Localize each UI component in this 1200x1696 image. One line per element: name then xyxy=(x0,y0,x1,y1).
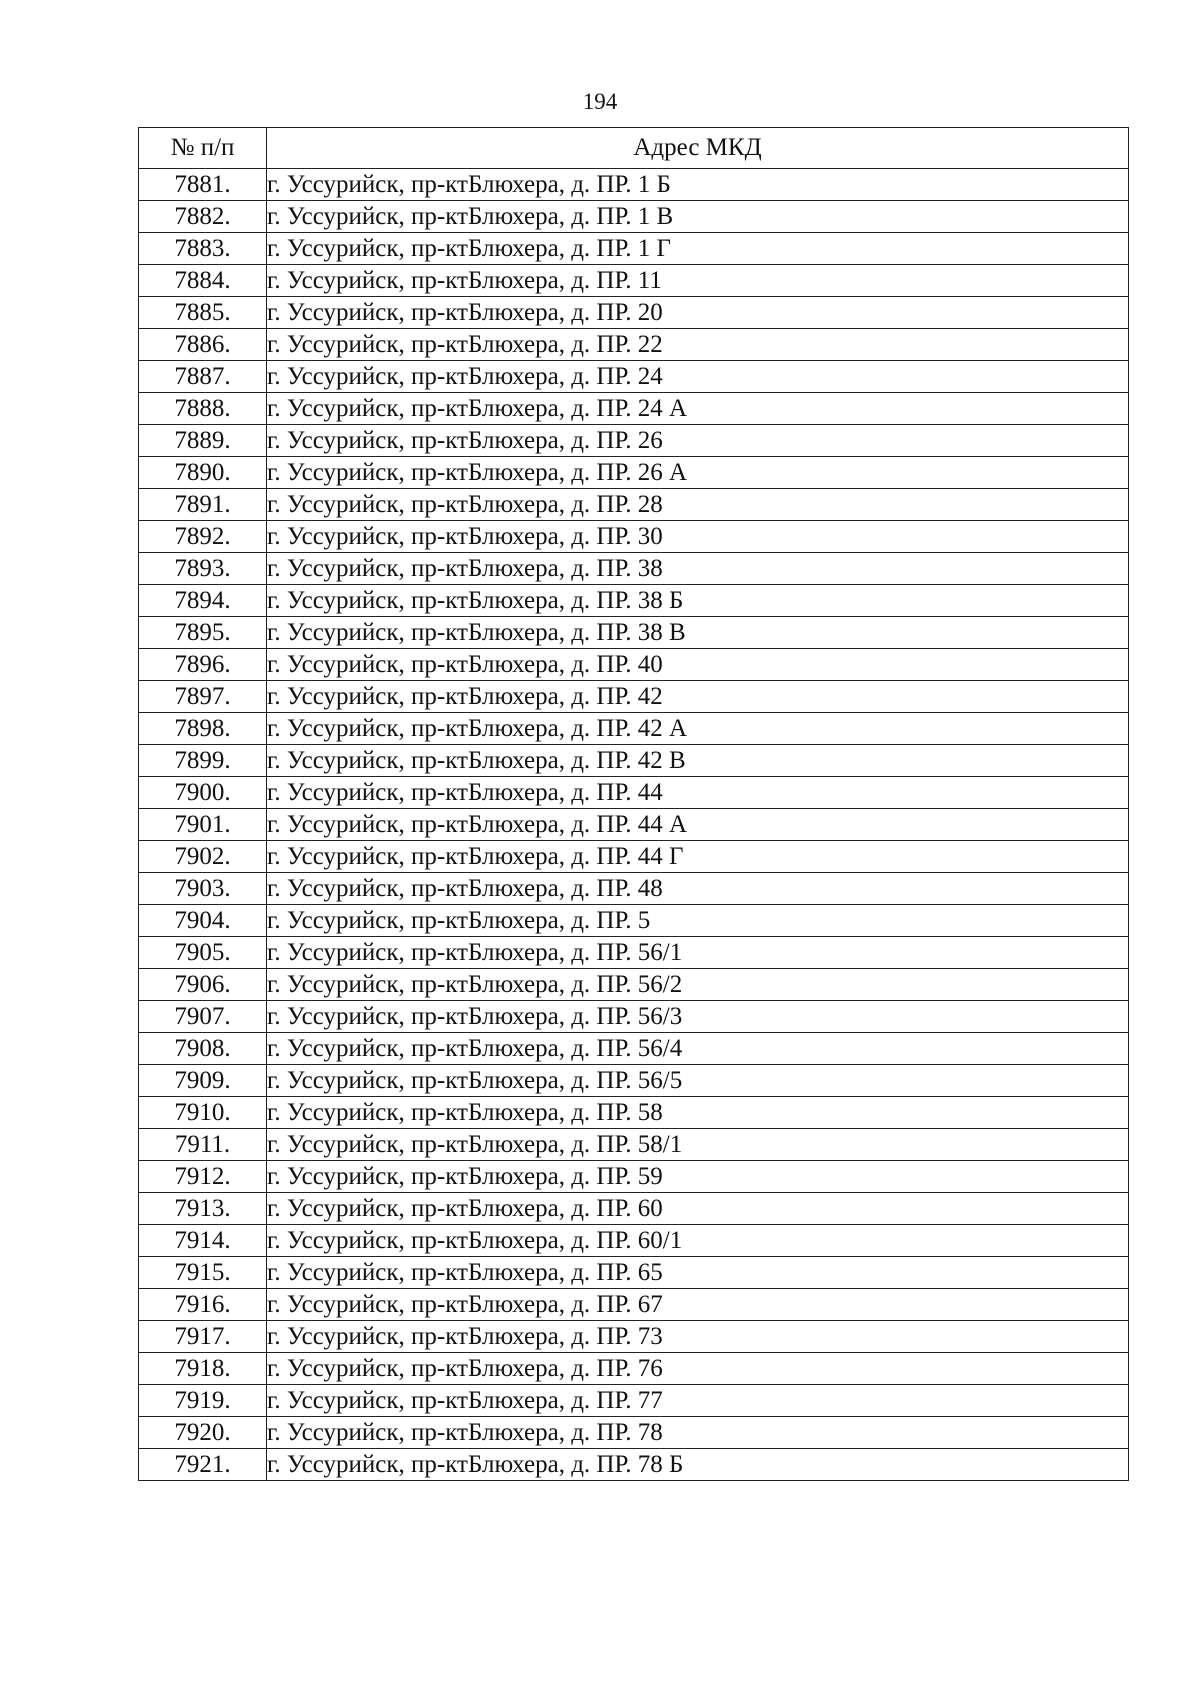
row-address: г. Уссурийск, пр-ктБлюхера, д. ПР. 40 xyxy=(267,649,1129,681)
row-address: г. Уссурийск, пр-ктБлюхера, д. ПР. 42 В xyxy=(267,745,1129,777)
row-address: г. Уссурийск, пр-ктБлюхера, д. ПР. 38 Б xyxy=(267,585,1129,617)
table-body xyxy=(139,169,1129,1481)
row-number: 7889. xyxy=(139,425,267,457)
row-address: г. Уссурийск, пр-ктБлюхера, д. ПР. 44 Г xyxy=(267,841,1129,873)
table-row xyxy=(139,905,1129,937)
table-row xyxy=(139,233,1129,265)
table-row xyxy=(139,1385,1129,1417)
table-row xyxy=(139,841,1129,873)
row-address: г. Уссурийск, пр-ктБлюхера, д. ПР. 48 xyxy=(267,873,1129,905)
row-number: 7897. xyxy=(139,681,267,713)
row-number: 7907. xyxy=(139,1001,267,1033)
row-number: 7894. xyxy=(139,585,267,617)
row-address: г. Уссурийск, пр-ктБлюхера, д. ПР. 11 xyxy=(267,265,1129,297)
row-number: 7917. xyxy=(139,1321,267,1353)
table-row xyxy=(139,713,1129,745)
row-number: 7903. xyxy=(139,873,267,905)
row-address: г. Уссурийск, пр-ктБлюхера, д. ПР. 65 xyxy=(267,1257,1129,1289)
table-row xyxy=(139,649,1129,681)
row-number: 7921. xyxy=(139,1449,267,1481)
table-row xyxy=(139,1161,1129,1193)
table-row xyxy=(139,521,1129,553)
row-address: г. Уссурийск, пр-ктБлюхера, д. ПР. 28 xyxy=(267,489,1129,521)
row-address: г. Уссурийск, пр-ктБлюхера, д. ПР. 56/1 xyxy=(267,937,1129,969)
table-row xyxy=(139,873,1129,905)
table-row xyxy=(139,1417,1129,1449)
table-row xyxy=(139,1065,1129,1097)
row-address: г. Уссурийск, пр-ктБлюхера, д. ПР. 44 xyxy=(267,777,1129,809)
row-address: г. Уссурийск, пр-ктБлюхера, д. ПР. 24 А xyxy=(267,393,1129,425)
row-address: г. Уссурийск, пр-ктБлюхера, д. ПР. 56/4 xyxy=(267,1033,1129,1065)
row-number: 7915. xyxy=(139,1257,267,1289)
row-address: г. Уссурийск, пр-ктБлюхера, д. ПР. 60/1 xyxy=(267,1225,1129,1257)
row-number: 7916. xyxy=(139,1289,267,1321)
row-number: 7899. xyxy=(139,745,267,777)
table-row xyxy=(139,1321,1129,1353)
table-row xyxy=(139,969,1129,1001)
table-row xyxy=(139,201,1129,233)
table-row xyxy=(139,361,1129,393)
row-address: г. Уссурийск, пр-ктБлюхера, д. ПР. 30 xyxy=(267,521,1129,553)
row-number: 7884. xyxy=(139,265,267,297)
row-number: 7890. xyxy=(139,457,267,489)
row-number: 7902. xyxy=(139,841,267,873)
address-table xyxy=(138,127,1129,1481)
table-row xyxy=(139,1033,1129,1065)
row-number: 7918. xyxy=(139,1353,267,1385)
row-number: 7892. xyxy=(139,521,267,553)
table-row xyxy=(139,1193,1129,1225)
row-number: 7900. xyxy=(139,777,267,809)
row-address: г. Уссурийск, пр-ктБлюхера, д. ПР. 73 xyxy=(267,1321,1129,1353)
table-row xyxy=(139,489,1129,521)
row-number: 7914. xyxy=(139,1225,267,1257)
table-row xyxy=(139,585,1129,617)
row-number: 7908. xyxy=(139,1033,267,1065)
row-number: 7885. xyxy=(139,297,267,329)
row-address: г. Уссурийск, пр-ктБлюхера, д. ПР. 26 А xyxy=(267,457,1129,489)
page-number: 194 xyxy=(582,89,618,114)
row-address: г. Уссурийск, пр-ктБлюхера, д. ПР. 78 Б xyxy=(267,1449,1129,1481)
row-number: 7893. xyxy=(139,553,267,585)
row-address: г. Уссурийск, пр-ктБлюхера, д. ПР. 77 xyxy=(267,1385,1129,1417)
table-row xyxy=(139,329,1129,361)
table-row xyxy=(139,457,1129,489)
table-row xyxy=(139,1353,1129,1385)
table-row xyxy=(139,393,1129,425)
row-address: г. Уссурийск, пр-ктБлюхера, д. ПР. 20 xyxy=(267,297,1129,329)
row-number: 7895. xyxy=(139,617,267,649)
row-number: 7909. xyxy=(139,1065,267,1097)
header-number: № п/п xyxy=(139,128,267,169)
row-address: г. Уссурийск, пр-ктБлюхера, д. ПР. 44 А xyxy=(267,809,1129,841)
row-number: 7891. xyxy=(139,489,267,521)
row-address: г. Уссурийск, пр-ктБлюхера, д. ПР. 38 В xyxy=(267,617,1129,649)
row-address: г. Уссурийск, пр-ктБлюхера, д. ПР. 1 В xyxy=(267,201,1129,233)
row-address: г. Уссурийск, пр-ктБлюхера, д. ПР. 67 xyxy=(267,1289,1129,1321)
table-row xyxy=(139,1097,1129,1129)
row-address: г. Уссурийск, пр-ктБлюхера, д. ПР. 58 xyxy=(267,1097,1129,1129)
row-number: 7882. xyxy=(139,201,267,233)
table-row xyxy=(139,297,1129,329)
row-number: 7896. xyxy=(139,649,267,681)
row-number: 7906. xyxy=(139,969,267,1001)
row-address: г. Уссурийск, пр-ктБлюхера, д. ПР. 56/5 xyxy=(267,1065,1129,1097)
table-row xyxy=(139,1225,1129,1257)
table-header-row xyxy=(139,128,1129,169)
table-row xyxy=(139,553,1129,585)
row-number: 7881. xyxy=(139,169,267,201)
row-address: г. Уссурийск, пр-ктБлюхера, д. ПР. 58/1 xyxy=(267,1129,1129,1161)
row-number: 7887. xyxy=(139,361,267,393)
row-address: г. Уссурийск, пр-ктБлюхера, д. ПР. 38 xyxy=(267,553,1129,585)
table-row xyxy=(139,1449,1129,1481)
row-address: г. Уссурийск, пр-ктБлюхера, д. ПР. 1 Б xyxy=(267,169,1129,201)
table-row xyxy=(139,745,1129,777)
row-address: г. Уссурийск, пр-ктБлюхера, д. ПР. 1 Г xyxy=(267,233,1129,265)
table-row xyxy=(139,617,1129,649)
row-number: 7910. xyxy=(139,1097,267,1129)
row-address: г. Уссурийск, пр-ктБлюхера, д. ПР. 42 xyxy=(267,681,1129,713)
table-row xyxy=(139,265,1129,297)
row-address: г. Уссурийск, пр-ктБлюхера, д. ПР. 56/2 xyxy=(267,969,1129,1001)
table-row xyxy=(139,809,1129,841)
table-row xyxy=(139,1257,1129,1289)
row-number: 7883. xyxy=(139,233,267,265)
row-number: 7888. xyxy=(139,393,267,425)
row-address: г. Уссурийск, пр-ктБлюхера, д. ПР. 76 xyxy=(267,1353,1129,1385)
table-row xyxy=(139,425,1129,457)
row-address: г. Уссурийск, пр-ктБлюхера, д. ПР. 22 xyxy=(267,329,1129,361)
row-address: г. Уссурийск, пр-ктБлюхера, д. ПР. 42 А xyxy=(267,713,1129,745)
row-number: 7913. xyxy=(139,1193,267,1225)
table-row xyxy=(139,937,1129,969)
row-number: 7920. xyxy=(139,1417,267,1449)
row-number: 7911. xyxy=(139,1129,267,1161)
row-address: г. Уссурийск, пр-ктБлюхера, д. ПР. 59 xyxy=(267,1161,1129,1193)
row-number: 7898. xyxy=(139,713,267,745)
row-number: 7904. xyxy=(139,905,267,937)
row-address: г. Уссурийск, пр-ктБлюхера, д. ПР. 24 xyxy=(267,361,1129,393)
row-address: г. Уссурийск, пр-ктБлюхера, д. ПР. 56/3 xyxy=(267,1001,1129,1033)
row-number: 7919. xyxy=(139,1385,267,1417)
row-number: 7886. xyxy=(139,329,267,361)
table-row xyxy=(139,681,1129,713)
row-address: г. Уссурийск, пр-ктБлюхера, д. ПР. 78 xyxy=(267,1417,1129,1449)
row-number: 7905. xyxy=(139,937,267,969)
table-row xyxy=(139,1289,1129,1321)
row-number: 7901. xyxy=(139,809,267,841)
table-row xyxy=(139,1129,1129,1161)
row-address: г. Уссурийск, пр-ктБлюхера, д. ПР. 60 xyxy=(267,1193,1129,1225)
header-address: Адрес МКД xyxy=(267,128,1129,169)
row-address: г. Уссурийск, пр-ктБлюхера, д. ПР. 26 xyxy=(267,425,1129,457)
table-row xyxy=(139,1001,1129,1033)
table-row xyxy=(139,777,1129,809)
row-address: г. Уссурийск, пр-ктБлюхера, д. ПР. 5 xyxy=(267,905,1129,937)
table-row xyxy=(139,169,1129,201)
row-number: 7912. xyxy=(139,1161,267,1193)
